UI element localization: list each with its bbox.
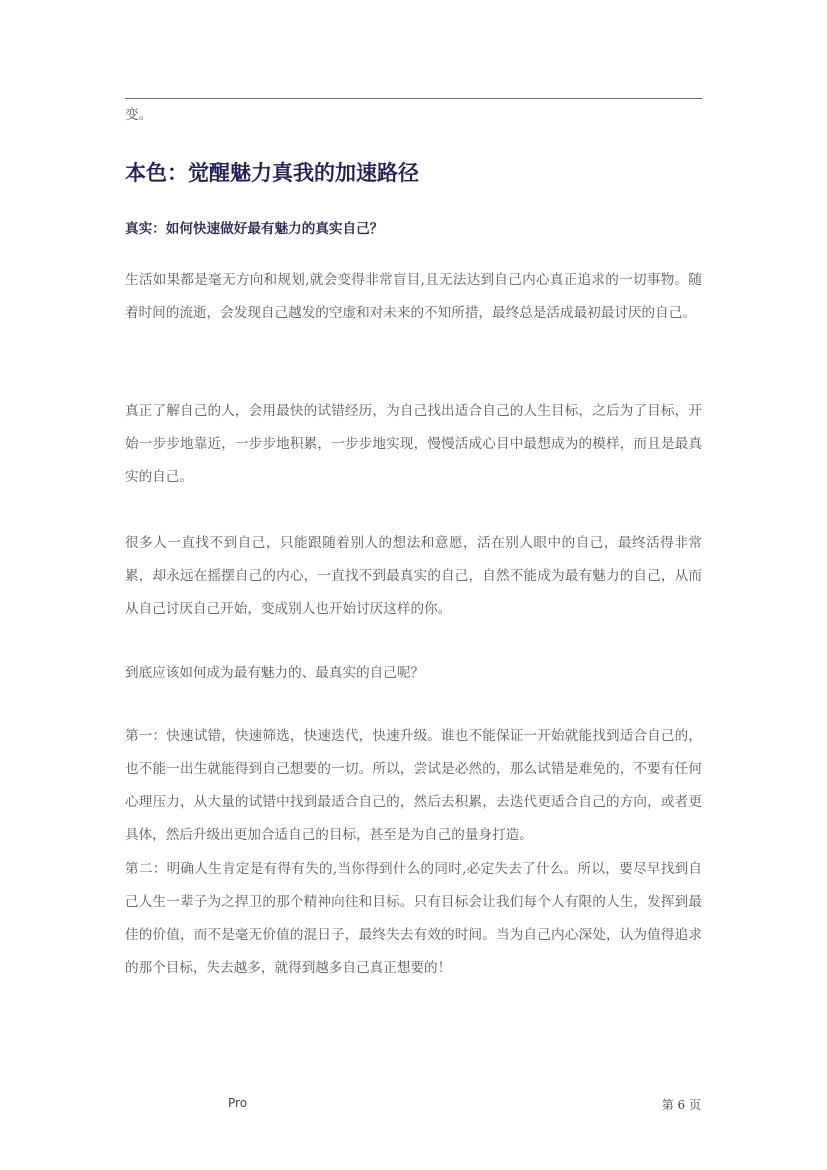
subheading: 真实：如何快速做好最有魅力的真实自己？: [125, 221, 384, 237]
continuation-text: 变。: [125, 107, 153, 123]
question-paragraph: 到底应该如何成为最有魅力的、最真实的自己呢？: [125, 665, 425, 681]
paragraph: 生活如果都是毫无方向和规划,就会变得非常盲目,且无法达到自己内心真正追求的一切事物。随着时间的流逝，会发现自己越发的空虚和对未来的不知所措，最终总是活成最初最讨厌的自己。: [125, 272, 702, 321]
page-number: 第 6 页: [661, 1098, 701, 1112]
point-one-paragraph: 第一：快速试错，快速筛选，快速迭代，快速升级。谁也不能保证一开始就能找到适合自己的，也不能一出生就能得到自己想要的一切。所以，尝试是必然的，那么试错是难免的，不要有任何心理压力，从大量的试错中找到最适合自己的，然后去积累，去迭代更适合自己的方向，或者更具体，然后升级出更加合适自己的目标，甚至是为自己的量身打造。: [125, 728, 702, 843]
paragraph: 很多人一直找不到自己，只能跟随着别人的想法和意愿，活在别人眼中的自己，最终活得非常累，却永远在摇摆自己的内心，一直找不到最真实的自己，自然不能成为最有魅力的自己，从而从自己讨厌自己开始，变成别人也开始讨厌这样的你。: [125, 535, 702, 617]
paragraph: 真正了解自己的人，会用最快的试错经历，为自己找出适合自己的人生目标，之后为了目标，开始一步步地靠近，一步步地积累，一步步地实现，慢慢活成心目中最想成为的模样，而且是最真实的自己。: [125, 403, 702, 485]
point-two-paragraph: 第二：明确人生肯定是有得有失的,当你得到什么的同时,必定失去了什么。所以，要尽早找到自己人生一辈子为之捍卫的那个精神向往和目标。只有目标会让我们每个人有限的人生，发挥到最佳的价值，而不是毫无价值的混日子，最终失去有效的时间。当为自己内心深处，认为值得追求的那个目标，失去越多，就得到越多自己真正想要的！: [125, 861, 702, 976]
section-title: 本色：觉醒魅力真我的加速路径: [125, 161, 419, 185]
footer-label: Pro: [228, 1096, 248, 1110]
